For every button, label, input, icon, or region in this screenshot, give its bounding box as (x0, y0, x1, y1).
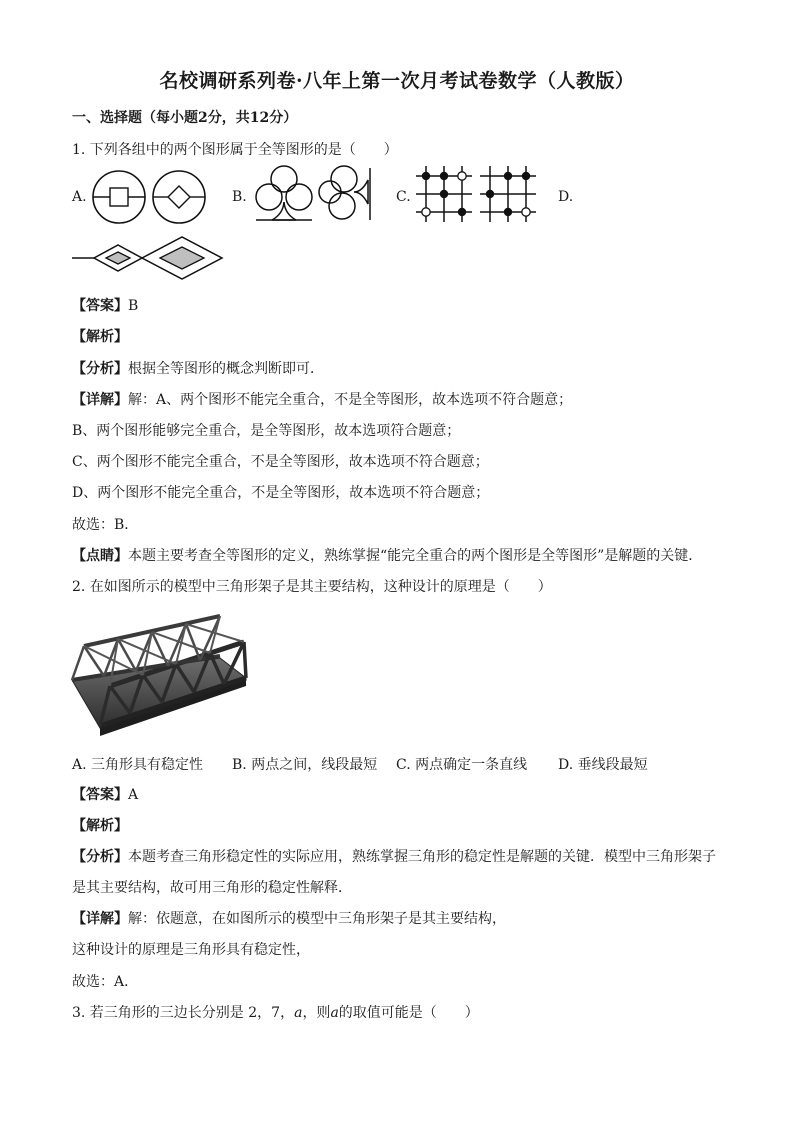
q2-choice-d: D. 垂线段最短 (558, 757, 648, 773)
q1-xiangjie: 【详解】解：A、两个图形不能完全重合，不是全等图形，故本选项不符合题意； (72, 392, 573, 408)
q1-line-d: D、两个图形不能完全重合，不是全等图形，故本选项不符合题意； (72, 485, 490, 501)
q1-stem: 1. 下列各组中的两个图形属于全等图形的是（ ） (72, 142, 398, 158)
q1-option-a-figure (90, 168, 210, 226)
q2-fenxi-1: 【分析】本题考查三角形稳定性的实际应用，熟练掌握三角形的稳定性是解题的关键．模型中三角形架子 (72, 849, 716, 865)
q1-option-d-figure (70, 234, 230, 284)
q3-variable-2: a (330, 1005, 339, 1021)
q2-choose: 故选：A． (72, 974, 139, 990)
q1-answer: 【答案】B (72, 298, 139, 314)
q2-analysis-heading: 【解析】 (72, 818, 128, 834)
q1-option-d-label: D. (558, 189, 574, 205)
q2-choice-c: C. 两点确定一条直线 (396, 757, 528, 773)
q2-choice-a: A. 三角形具有稳定性 (72, 757, 204, 773)
q2-answer: 【答案】A (72, 787, 139, 803)
q1-option-b-figure (250, 162, 378, 228)
q2-choice-b: B. 两点之间，线段最短 (232, 757, 378, 773)
q2-stem: 2. 在如图所示的模型中三角形架子是其主要结构，这种设计的原理是（ ） (72, 579, 552, 595)
page-title: 名校调研系列卷·八年上第一次月考试卷数学（人教版） (159, 70, 635, 92)
q3-variable: a (294, 1005, 303, 1021)
q3-stem: 3. 若三角形的三边长分别是 2，7，a，则a的取值可能是（ ） (72, 1005, 479, 1021)
q2-xiangjie-2: 这种设计的原理是三角形具有稳定性， (72, 942, 310, 958)
q1-choose: 故选：B． (72, 517, 139, 533)
q2-fenxi-2: 是其主要结构，故可用三角形的稳定性解释． (72, 880, 352, 896)
q2-xiangjie-1: 【详解】解：依题意，在如图所示的模型中三角形架子是其主要结构， (72, 911, 506, 927)
q1-option-b-label: B. (232, 189, 247, 205)
q1-option-c-label: C. (396, 189, 411, 205)
q1-line-c: C、两个图形不能完全重合，不是全等图形，故本选项不符合题意； (72, 454, 489, 470)
q1-analysis-heading: 【解析】 (72, 329, 128, 345)
q2-truss-bridge-figure (70, 608, 250, 738)
section-heading: 一、选择题（每小题2分，共12分） (72, 110, 298, 126)
q2-choices (72, 754, 648, 774)
q1-dianjing: 【点睛】本题主要考查全等图形的定义，熟练掌握“能完全重合的两个图形是全等图形”是解题的关键． (72, 548, 703, 564)
q1-line-b: B、两个图形能够完全重合，是全等图形，故本选项符合题意； (72, 423, 461, 439)
q1-option-a-label: A. (72, 189, 87, 205)
q1-option-c-figure (412, 164, 542, 224)
q1-fenxi: 【分析】根据全等图形的概念判断即可． (72, 361, 324, 377)
